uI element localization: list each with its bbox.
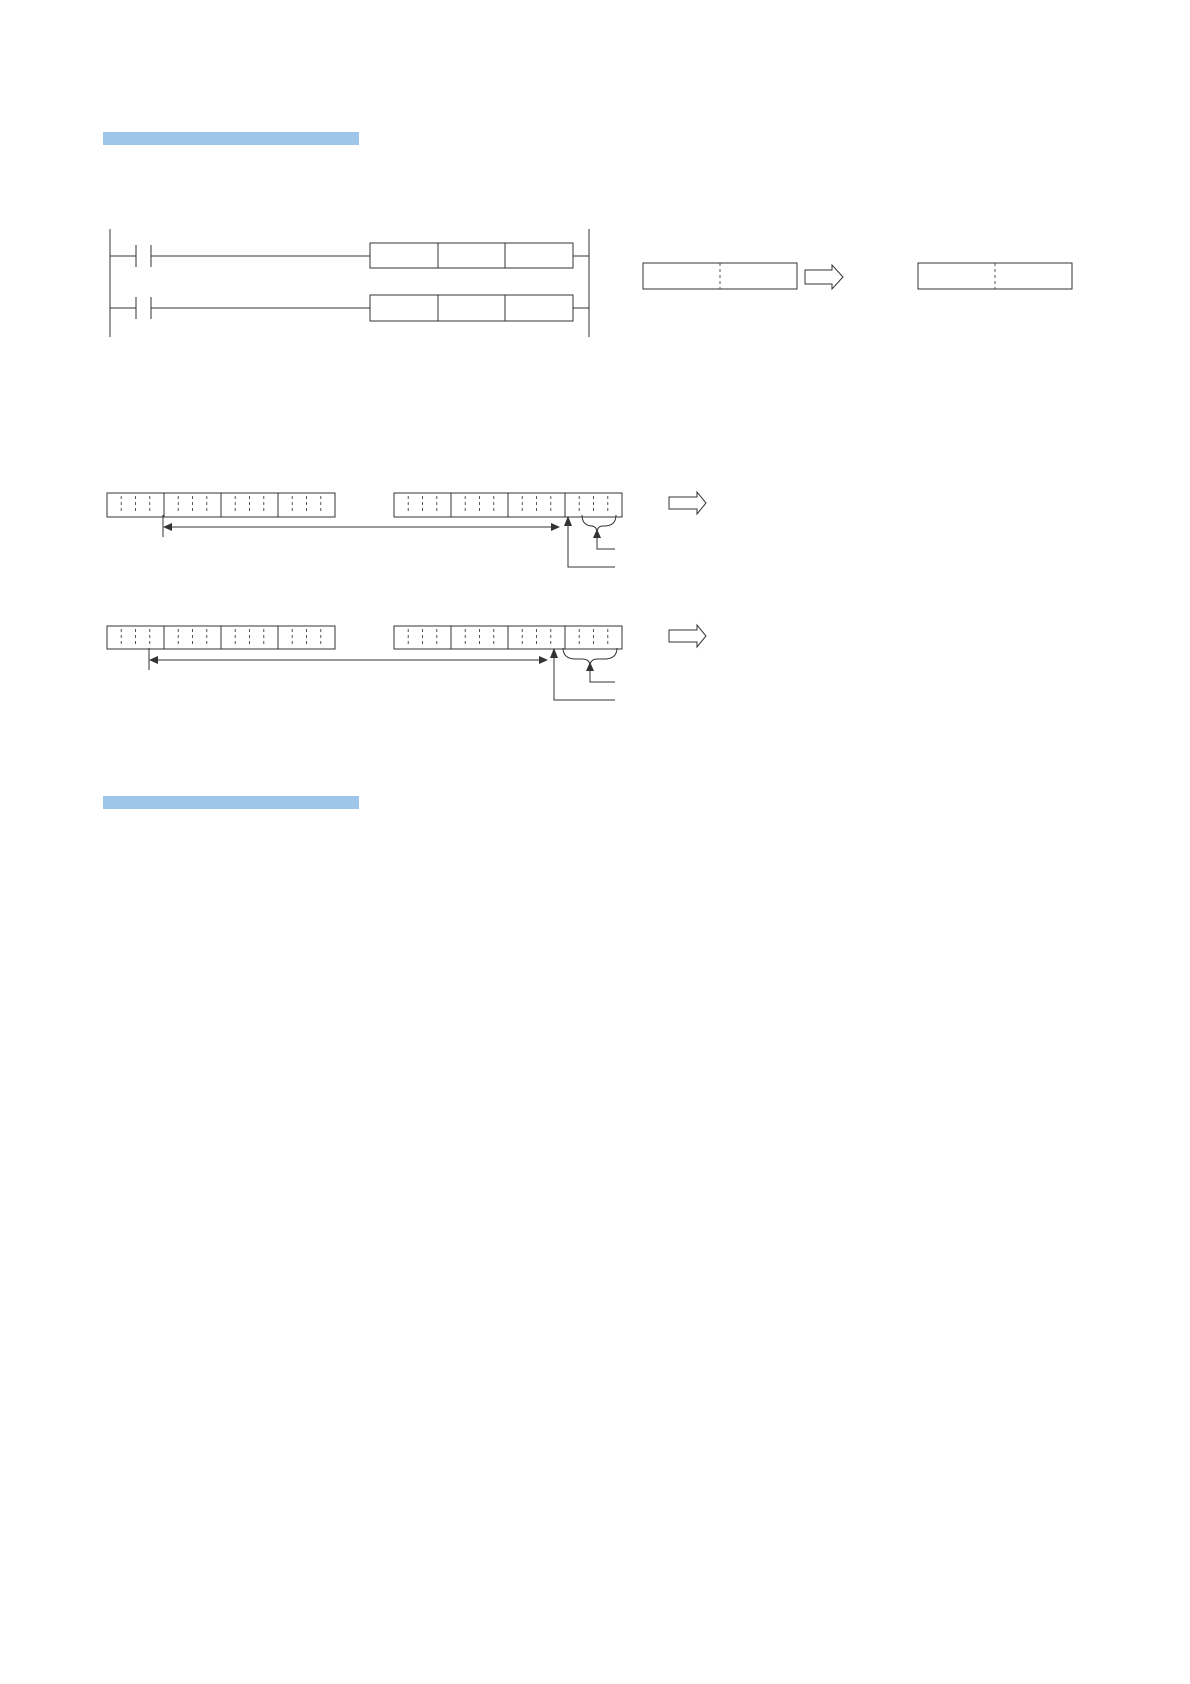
operation-diagram	[643, 263, 1072, 289]
outline-right-arrow-icon	[669, 492, 706, 514]
boundary-pointer	[568, 526, 615, 567]
bit-register-row	[107, 493, 622, 517]
ladder-diagram	[110, 229, 589, 337]
bit-shift-diagram-2	[107, 625, 706, 700]
ladder-rung	[110, 243, 589, 268]
bit-register-row	[107, 626, 622, 649]
outline-right-arrow-icon	[805, 265, 843, 289]
operand-box	[438, 295, 505, 321]
bit-shift-diagram-1	[107, 492, 706, 567]
operand-box	[505, 243, 573, 268]
boundary-pointer	[554, 658, 615, 700]
instruction-box	[370, 243, 438, 268]
outline-right-arrow-icon	[669, 625, 706, 647]
operand-box	[505, 295, 573, 321]
bit-group-brace	[582, 515, 616, 533]
instruction-box	[370, 295, 438, 321]
operand-box	[438, 243, 505, 268]
ladder-rung	[110, 295, 589, 321]
